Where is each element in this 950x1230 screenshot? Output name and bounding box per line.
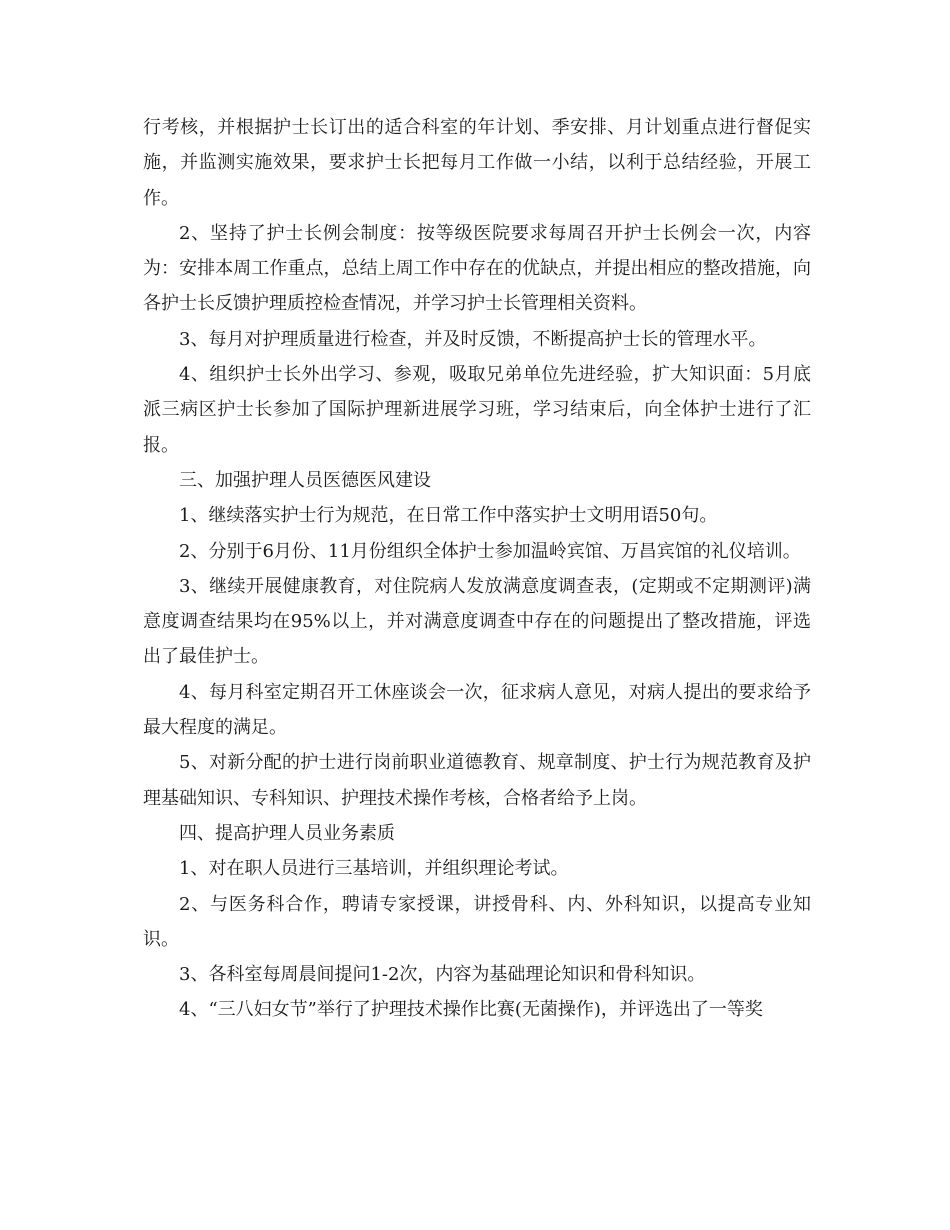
paragraph: 2、分别于6月份、11月份组织全体护士参加温岭宾馆、万昌宾馆的礼仪培训。 xyxy=(179,540,801,562)
paragraph: 3、每月对护理质量进行检查，并及时反馈，不断提高护士长的管理水平。 xyxy=(179,328,767,350)
document-body xyxy=(143,110,811,1028)
paragraph: 2、坚持了护士长例会制度：按等级医院要求每周召开护士长例会一次，内容为：安排本周工作重点，总结上周工作中存在的优缺点，并提出相应的整改措施，向各护士长反馈护理质控检查情况，并学习护士长管理相关资料。 xyxy=(143,222,811,315)
section-heading: 四、提高护理人员业务素质 xyxy=(179,822,395,844)
paragraph: 1、继续落实护士行为规范，在日常工作中落实护士文明用语50句。 xyxy=(179,505,718,527)
paragraph: 2、与医务科合作，聘请专家授课，讲授骨科、内、外科知识，以提高专业知识。 xyxy=(143,893,811,950)
section-heading: 三、加强护理人员医德医风建设 xyxy=(179,469,431,491)
paragraph: 行考核，并根据护士长订出的适合科室的年计划、季安排、月计划重点进行督促实施，并监测实施效果，要求护士长把每月工作做一小结，以利于总结经验，开展工作。 xyxy=(143,117,811,209)
paragraph: 3、继续开展健康教育，对住院病人发放满意度调查表，(定期或不定期测评)满意度调查结果均在95%以上，并对满意度调查中存在的问题提出了整改措施，评选出了最佳护士。 xyxy=(143,575,811,668)
paragraph: 3、各科室每周晨间提问1-2次，内容为基础理论知识和骨科知识。 xyxy=(179,964,706,986)
paragraph: 4、组织护士长外出学习、参观，吸取兄弟单位先进经验，扩大知识面：5月底派三病区护士长参加了国际护理新进展学习班，学习结束后，向全体护士进行了汇报。 xyxy=(143,364,811,456)
paragraph: 4、每月科室定期召开工休座谈会一次，征求病人意见，对病人提出的要求给予最大程度的满足。 xyxy=(143,681,811,739)
paragraph: 5、对新分配的护士进行岗前职业道德教育、规章制度、护士行为规范教育及护理基础知识、专科知识、护理技术操作考核，合格者给予上岗。 xyxy=(143,752,811,809)
paragraph: 1、对在职人员进行三基培训，并组织理论考试。 xyxy=(179,858,569,880)
paragraph: 4、“三八妇女节”举行了护理技术操作比赛(无菌操作)，并评选出了一等奖 xyxy=(179,999,763,1021)
